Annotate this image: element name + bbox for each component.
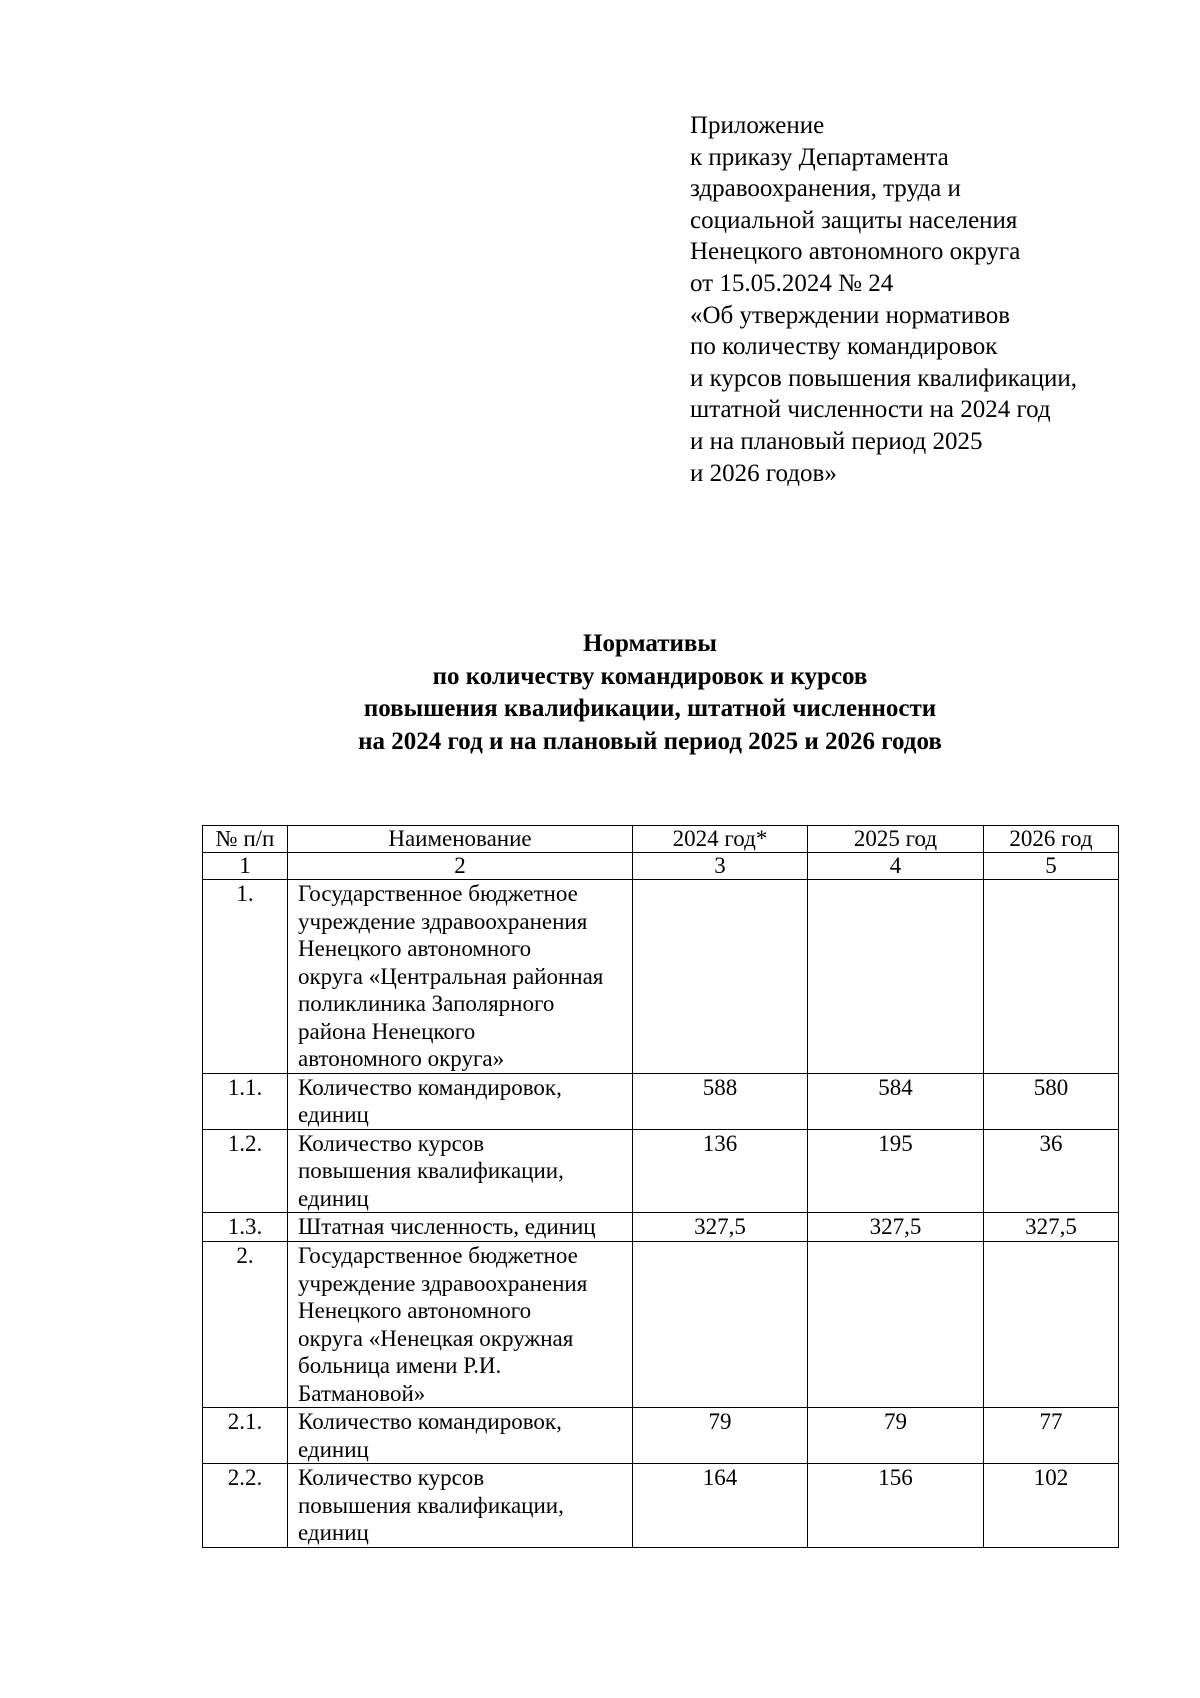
row-name-cell <box>288 1242 633 1408</box>
name-line: учреждение здравоохранения <box>298 1270 588 1296</box>
value-cell-2024: 327,5 <box>633 1213 808 1242</box>
name-line: единиц <box>298 1102 369 1127</box>
header-cell-name: Наименование <box>288 826 633 853</box>
title-line: на 2024 год и на плановый период 2025 и 2026 годов <box>358 727 942 755</box>
table-row <box>203 1129 1119 1213</box>
name-line: повышения квалификации, <box>298 1492 564 1518</box>
title-line: повышения квалификации, штатной численности <box>363 695 937 722</box>
name-line: поликлиника Заполярного <box>298 991 555 1016</box>
value-cell-2025: 195 <box>808 1129 984 1213</box>
name-line: учреждение здравоохранения <box>298 908 588 934</box>
row-number-cell: 2.1. <box>203 1408 288 1464</box>
value-cell-2025: 584 <box>808 1073 984 1129</box>
name-line: Количество курсов <box>298 1465 485 1490</box>
name-line: Количество командировок, <box>298 1074 562 1100</box>
value-cell-2026: 77 <box>984 1408 1119 1464</box>
appendix-line: здравоохранения, труда и <box>690 175 961 203</box>
row-number-cell: 1.2. <box>203 1129 288 1213</box>
row-name-cell <box>288 1408 633 1464</box>
value-cell-2026 <box>984 880 1119 1074</box>
value-cell-2026: 580 <box>984 1073 1119 1129</box>
row-name-cell <box>288 1129 633 1213</box>
column-number-cell: 5 <box>984 853 1119 880</box>
name-line: района Ненецкого <box>298 1018 476 1044</box>
norms-table <box>202 825 1119 1548</box>
header-cell-2026: 2026 год <box>984 826 1119 853</box>
name-line: единиц <box>298 1520 369 1545</box>
value-cell-2026 <box>984 1242 1119 1408</box>
name-line: Ненецкого автономного <box>298 1298 532 1323</box>
appendix-block <box>690 110 1190 489</box>
value-cell-2024: 79 <box>633 1408 808 1464</box>
table-row <box>203 1464 1119 1548</box>
name-line: Штатная численность, единиц <box>298 1214 596 1239</box>
row-number-cell: 2. <box>203 1242 288 1408</box>
table-row <box>203 1242 1119 1408</box>
row-number-cell: 2.2. <box>203 1464 288 1548</box>
row-number-cell: 1. <box>203 880 288 1074</box>
value-cell-2025 <box>808 880 984 1074</box>
value-cell-2024 <box>633 880 808 1074</box>
name-line: Ненецкого автономного <box>298 936 532 961</box>
column-number-cell: 4 <box>808 853 984 880</box>
name-line: Батмановой» <box>298 1380 426 1406</box>
name-line: единиц <box>298 1436 369 1462</box>
name-line: повышения квалификации, <box>298 1158 564 1183</box>
header-cell-num: № п/п <box>203 826 288 853</box>
name-line: округа «Центральная районная <box>298 963 604 989</box>
row-number-cell: 1.3. <box>203 1213 288 1242</box>
value-cell-2024 <box>633 1242 808 1408</box>
appendix-line: к приказу Департамента <box>690 143 949 171</box>
name-line: больница имени Р.И. <box>298 1353 502 1378</box>
value-cell-2025: 79 <box>808 1408 984 1464</box>
name-line: автономного округа» <box>298 1046 505 1071</box>
row-name-cell <box>288 1213 633 1242</box>
appendix-line: и курсов повышения квалификации, <box>690 364 1078 392</box>
column-number-cell: 3 <box>633 853 808 880</box>
value-cell-2024: 588 <box>633 1073 808 1129</box>
table-row <box>203 1408 1119 1464</box>
appendix-line: и 2026 годов» <box>690 459 837 487</box>
document-title <box>180 628 1120 758</box>
table-row <box>203 1073 1119 1129</box>
name-line: Количество курсов <box>298 1130 485 1156</box>
row-name-cell <box>288 1464 633 1548</box>
value-cell-2026: 36 <box>984 1129 1119 1213</box>
value-cell-2025 <box>808 1242 984 1408</box>
table-header-row <box>203 826 1119 853</box>
column-number-row <box>203 853 1119 880</box>
value-cell-2025: 327,5 <box>808 1213 984 1242</box>
row-name-cell <box>288 880 633 1074</box>
value-cell-2024: 136 <box>633 1129 808 1213</box>
name-line: единиц <box>298 1185 369 1211</box>
value-cell-2025: 156 <box>808 1464 984 1548</box>
value-cell-2024: 164 <box>633 1464 808 1548</box>
title-line: Нормативы <box>583 630 717 657</box>
value-cell-2026: 327,5 <box>984 1213 1119 1242</box>
appendix-line: Приложение <box>690 112 825 139</box>
row-name-cell <box>288 1073 633 1129</box>
appendix-line: по количеству командировок <box>690 333 998 361</box>
appendix-line: штатной численности на 2024 год <box>690 396 1051 424</box>
appendix-line: «Об утверждении нормативов <box>690 301 1011 329</box>
header-cell-2025: 2025 год <box>808 826 984 853</box>
header-cell-2024: 2024 год* <box>633 826 808 853</box>
appendix-line: социальной защиты населения <box>690 206 1018 234</box>
column-number-cell: 2 <box>288 853 633 880</box>
appendix-line: от 15.05.2024 № 24 <box>690 269 894 297</box>
appendix-line: Ненецкого автономного округа <box>690 238 1021 266</box>
name-line: Государственное бюджетное <box>298 1243 578 1268</box>
title-line: по количеству командировок и курсов <box>432 662 868 690</box>
table-row <box>203 1213 1119 1242</box>
value-cell-2026: 102 <box>984 1464 1119 1548</box>
name-line: округа «Ненецкая окружная <box>298 1325 574 1351</box>
row-number-cell: 1.1. <box>203 1073 288 1129</box>
name-line: Количество командировок, <box>298 1409 562 1434</box>
appendix-line: и на плановый период 2025 <box>690 427 983 455</box>
column-number-cell: 1 <box>203 853 288 880</box>
name-line: Государственное бюджетное <box>298 881 578 906</box>
table-row <box>203 880 1119 1074</box>
